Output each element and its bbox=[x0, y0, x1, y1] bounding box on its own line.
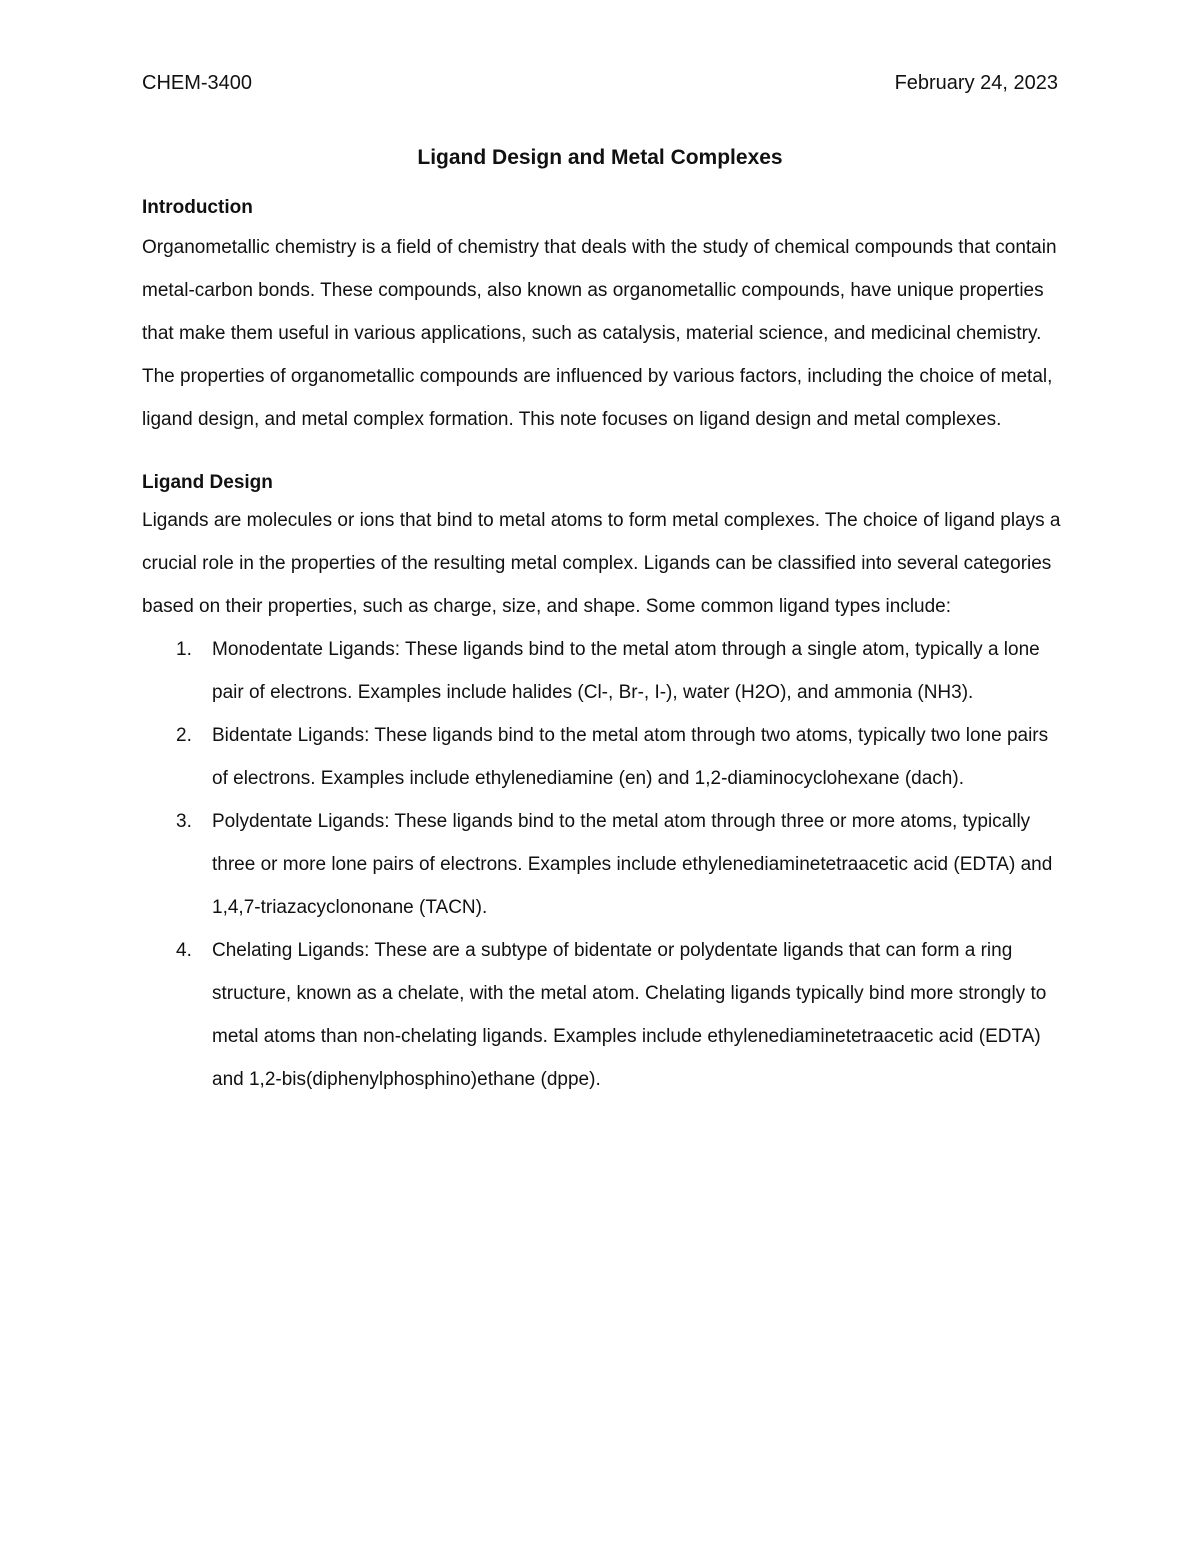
list-item bbox=[142, 714, 1062, 800]
ligand-design-heading: Ligand Design bbox=[142, 472, 273, 493]
list-item-number: 3. bbox=[176, 811, 192, 832]
list-item bbox=[142, 800, 1062, 929]
list-item bbox=[142, 929, 1062, 1101]
list-item-number: 4. bbox=[176, 940, 192, 961]
introduction-paragraph: Organometallic chemistry is a field of chemistry that deals with the study of chemical compounds that contain metal-carbon bonds. These compounds, also known as organometallic compounds, have unique properties that make them useful in various applications, such as catalysis, material science, and medicinal chemistry. The properties of organometallic compounds are influenced by various factors, including the choice of metal, ligand design, and metal complex formation. This note focuses on ligand design and metal complexes. bbox=[142, 237, 1057, 430]
list-item-text: Polydentate Ligands: These ligands bind to the metal atom through three or more atoms, typically three or more lone pairs of electrons. Examples include ethylenediaminetetraacetic acid (EDTA) and 1,4,7-triazacyclononane (TACN). bbox=[212, 811, 1053, 918]
list-item-text: Chelating Ligands: These are a subtype of bidentate or polydentate ligands that can form a ring structure, known as a chelate, with the metal atom. Chelating ligands typically bind more strongly to metal atoms than non-chelating ligands. Examples include ethylenediaminetetraacetic acid (EDTA) and 1,2-bis(diphenylphosphino)ethane (dppe). bbox=[212, 940, 1047, 1090]
list-item bbox=[142, 628, 1062, 714]
document-body bbox=[142, 194, 1062, 1101]
ligand-type-list bbox=[142, 628, 1062, 1101]
document-title: Ligand Design and Metal Complexes bbox=[417, 146, 783, 169]
ligand-design-paragraph: Ligands are molecules or ions that bind to metal atoms to form metal complexes. The choice of ligand plays a crucial role in the properties of the resulting metal complex. Ligands can be classified into several categories based on their properties, such as charge, size, and shape. Some common ligand types include: bbox=[142, 510, 1061, 617]
page-header bbox=[142, 72, 1058, 102]
introduction-heading: Introduction bbox=[142, 197, 253, 218]
list-item-text: Bidentate Ligands: These ligands bind to the metal atom through two atoms, typically two lone pairs of electrons. Examples include ethylenediamine (en) and 1,2-diaminocyclohexane (dach). bbox=[212, 725, 1049, 789]
list-item-text: Monodentate Ligands: These ligands bind to the metal atom through a single atom, typically a lone pair of electrons. Examples include halides (Cl-, Br-, I-), water (H2O), and ammonia (NH3). bbox=[212, 639, 1040, 703]
header-date: February 24, 2023 bbox=[894, 72, 1058, 94]
course-code: CHEM-3400 bbox=[142, 72, 253, 94]
list-item-number: 2. bbox=[176, 725, 192, 746]
list-item-number: 1. bbox=[176, 639, 192, 660]
